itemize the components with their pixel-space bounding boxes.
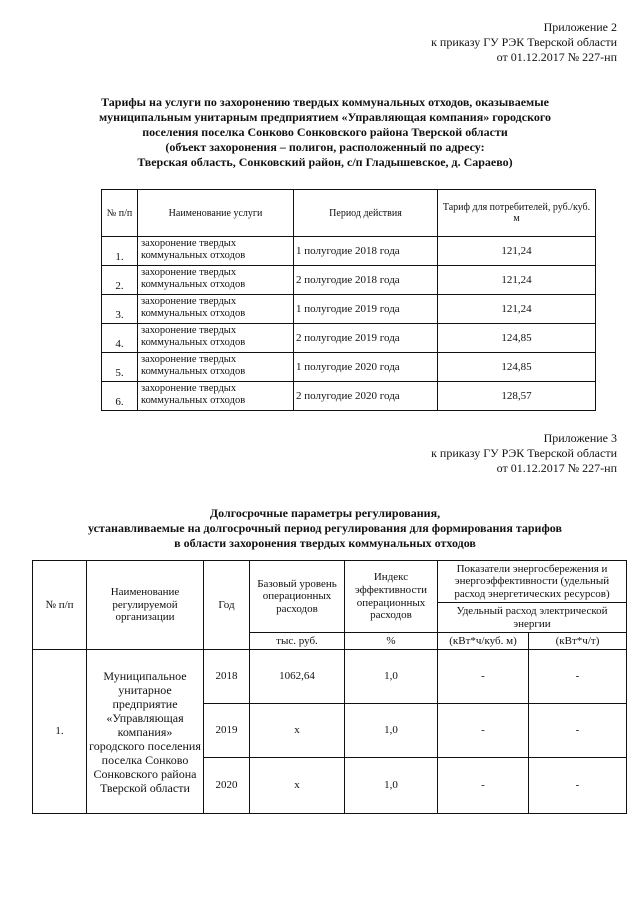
appendix-3-line: к приказу ГУ РЭК Тверской области (431, 446, 617, 460)
row-period: 2 полугодие 2019 года (294, 324, 438, 353)
row-year: 2018 (204, 650, 250, 704)
header-org: Наименование регулируемой организации (87, 561, 204, 650)
unit-base: тыс. руб. (250, 633, 345, 650)
header-period: Период действия (294, 190, 438, 237)
row-period: 1 полугодие 2019 года (294, 295, 438, 324)
parameters-title (20, 506, 630, 551)
table-row (102, 266, 596, 295)
row-tariff: 121,24 (438, 237, 596, 266)
row-base: 1062,64 (250, 650, 345, 704)
row-num: 3. (102, 295, 138, 324)
row-index: 1,0 (345, 704, 438, 758)
row-year: 2019 (204, 704, 250, 758)
unit-e2: (кВт*ч/т) (529, 633, 627, 650)
row-tariff: 121,24 (438, 266, 596, 295)
table-row (102, 237, 596, 266)
header-energy-group: Показатели энергосбережения и энергоэффективности (удельный расход энергетических ресурсов) (438, 561, 627, 603)
header-electric: Удельный расход электрической энергии (438, 603, 627, 633)
table-row (102, 295, 596, 324)
title-line: (объект захоронения – полигон, расположенный по адресу: (165, 140, 485, 154)
row-e1: - (438, 650, 529, 704)
row-period: 2 полугодие 2018 года (294, 266, 438, 295)
title-line: в области захоронения твердых коммунальных отходов (174, 536, 476, 550)
row-org: Муниципальное унитарное предприятие «Управляющая компания» городского поселения поселка Сонково Сонковского района Тверской области (87, 650, 204, 814)
table-row (102, 324, 596, 353)
row-period: 1 полугодие 2020 года (294, 353, 438, 382)
title-line: Тарифы на услуги по захоронению твердых коммунальных отходов, оказываемые (101, 95, 549, 109)
title-line: муниципальным унитарным предприятием «Управляющая компания» городского (99, 110, 551, 124)
row-e1: - (438, 758, 529, 814)
appendix-2-line: Приложение 2 (543, 20, 617, 34)
row-service: захоронение твердых коммунальных отходов (138, 237, 294, 266)
row-tariff: 124,85 (438, 324, 596, 353)
title-line: устанавливаемые на долгосрочный период регулирования для формирования тарифов (88, 521, 562, 535)
header-year: Год (204, 561, 250, 650)
row-period: 1 полугодие 2018 года (294, 237, 438, 266)
row-index: 1,0 (345, 758, 438, 814)
unit-index: % (345, 633, 438, 650)
row-tariff: 124,85 (438, 353, 596, 382)
row-num: 6. (102, 382, 138, 411)
title-line: поселения поселка Сонково Сонковского района Тверской области (142, 125, 508, 139)
row-num: 2. (102, 266, 138, 295)
row-num: 4. (102, 324, 138, 353)
appendix-3-line: Приложение 3 (543, 431, 617, 445)
tariff-table-header (102, 190, 596, 237)
row-service: захоронение твердых коммунальных отходов (138, 353, 294, 382)
tariff-title (30, 95, 620, 170)
row-service: захоронение твердых коммунальных отходов (138, 266, 294, 295)
row-base: х (250, 704, 345, 758)
appendix-2-header (297, 20, 617, 65)
row-base: х (250, 758, 345, 814)
appendix-2-line: к приказу ГУ РЭК Тверской области (431, 35, 617, 49)
row-e2: - (529, 650, 627, 704)
row-e2: - (529, 704, 627, 758)
header-index: Индекс эффективности операционных расходов (345, 561, 438, 633)
parameters-table (32, 560, 627, 814)
header-tariff: Тариф для потребителей, руб./куб. м (438, 190, 596, 237)
params-header-row (33, 561, 627, 603)
row-num: 5. (102, 353, 138, 382)
header-service: Наименование услуги (138, 190, 294, 237)
header-base: Базовый уровень операционных расходов (250, 561, 345, 633)
row-num: 1. (33, 650, 87, 814)
row-e2: - (529, 758, 627, 814)
table-row (33, 650, 627, 704)
appendix-3-header (297, 431, 617, 476)
table-row (102, 382, 596, 411)
row-service: захоронение твердых коммунальных отходов (138, 382, 294, 411)
appendix-3-line: от 01.12.2017 № 227-нп (496, 461, 617, 475)
title-line: Долгосрочные параметры регулирования, (209, 506, 441, 520)
appendix-2-line: от 01.12.2017 № 227-нп (496, 50, 617, 64)
row-index: 1,0 (345, 650, 438, 704)
row-service: захоронение твердых коммунальных отходов (138, 295, 294, 324)
row-period: 2 полугодие 2020 года (294, 382, 438, 411)
row-num: 1. (102, 237, 138, 266)
row-tariff: 121,24 (438, 295, 596, 324)
header-num: № п/п (102, 190, 138, 237)
unit-e1: (кВт*ч/куб. м) (438, 633, 529, 650)
row-e1: - (438, 704, 529, 758)
row-tariff: 128,57 (438, 382, 596, 411)
row-service: захоронение твердых коммунальных отходов (138, 324, 294, 353)
tariff-table (101, 189, 596, 411)
table-row (102, 353, 596, 382)
title-line: Тверская область, Сонковский район, с/п Гладышевское, д. Сараево) (137, 155, 513, 169)
header-num: № п/п (33, 561, 87, 650)
row-year: 2020 (204, 758, 250, 814)
